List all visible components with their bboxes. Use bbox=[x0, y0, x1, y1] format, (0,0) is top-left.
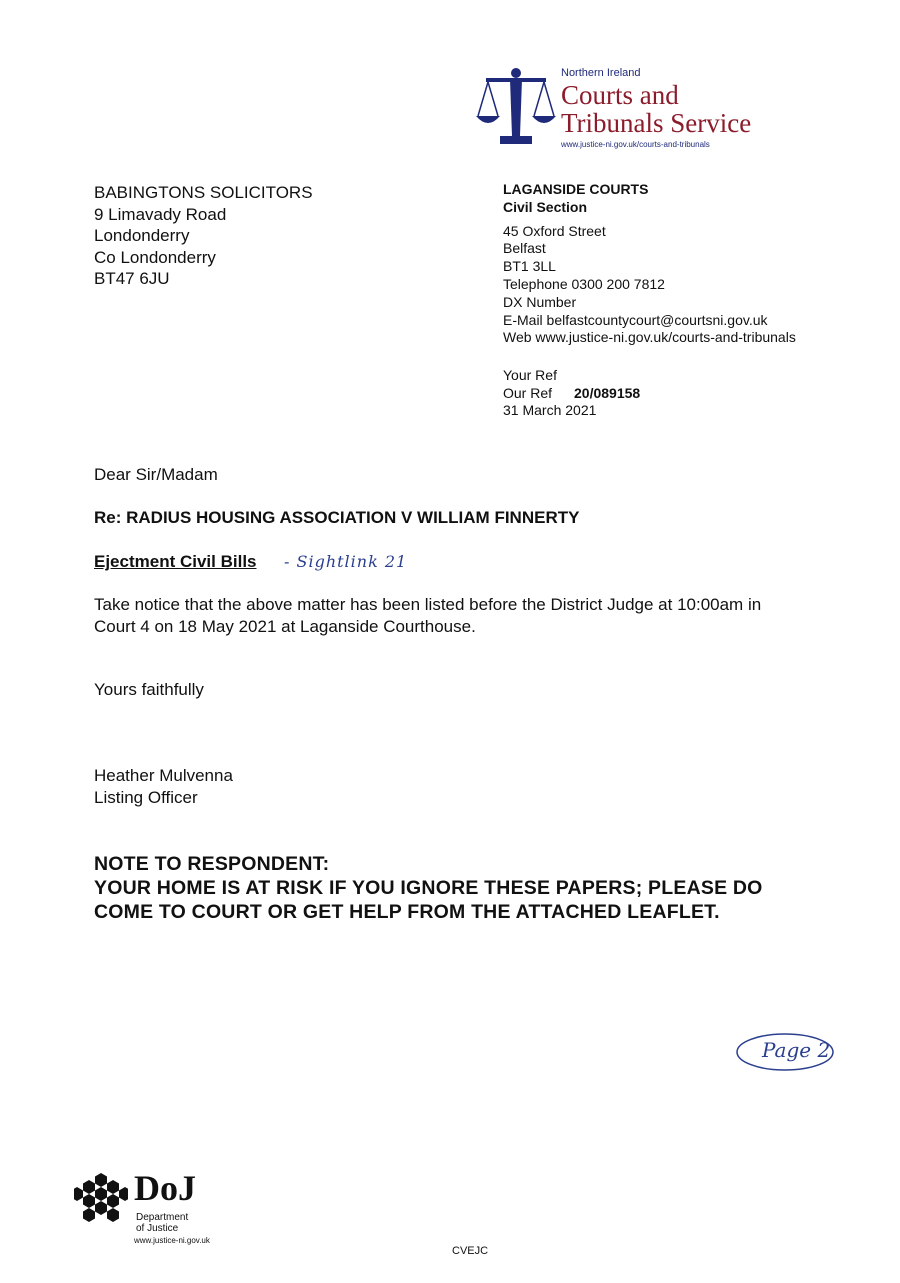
logo-url: www.justice-ni.gov.uk/courts-and-tribunals bbox=[561, 140, 710, 149]
warning-line: COME TO COURT OR GET HELP FROM THE ATTACHED LEAFLET. bbox=[94, 901, 720, 923]
recipient-line: Co Londonderry bbox=[94, 247, 216, 267]
sender-web: Web www.justice-ni.gov.uk/courts-and-tribunals bbox=[503, 329, 796, 346]
notice-line: Court 4 on 18 May 2021 at Laganside Courthouse. bbox=[94, 617, 476, 636]
signature-block bbox=[94, 765, 233, 809]
doj-abbreviation: DoJ bbox=[134, 1168, 196, 1208]
doj-url: www.justice-ni.gov.uk bbox=[134, 1236, 210, 1245]
letter-date: 31 March 2021 bbox=[503, 402, 597, 418]
warning-line: YOUR HOME IS AT RISK IF YOU IGNORE THESE PAPERS; PLEASE DO bbox=[94, 877, 763, 899]
closing: Yours faithfully bbox=[94, 680, 204, 699]
handwritten-note: - Sightlink 21 bbox=[284, 552, 408, 571]
recipient-address bbox=[94, 182, 313, 290]
sender-court: LAGANSIDE COURTS bbox=[503, 181, 649, 197]
sender-email: E-Mail belfastcountycourt@courtsni.gov.uk bbox=[503, 311, 768, 328]
sender-address-line: 45 Oxford Street bbox=[503, 222, 606, 239]
notice-line: Take notice that the above matter has been listed before the District Judge at 10:00am in bbox=[94, 595, 762, 614]
doj-name-line: of Justice bbox=[136, 1223, 179, 1234]
re-line: Re: RADIUS HOUSING ASSOCIATION V WILLIAM FINNERTY bbox=[94, 508, 580, 527]
recipient-line: 9 Limavady Road bbox=[94, 204, 227, 224]
our-ref-row bbox=[503, 385, 640, 403]
sender-telephone: Telephone 0300 200 7812 bbox=[503, 275, 665, 292]
respondent-warning bbox=[94, 852, 763, 924]
logo-region-text: Northern Ireland bbox=[561, 67, 641, 79]
notice-paragraph bbox=[94, 594, 854, 638]
our-ref-value: 20/089158 bbox=[574, 384, 641, 401]
signatory-title: Listing Officer bbox=[94, 788, 198, 807]
sender-block bbox=[503, 181, 796, 347]
recipient-line: BABINGTONS SOLICITORS bbox=[94, 183, 313, 202]
page-annotation: Page 2 bbox=[762, 1038, 831, 1062]
logo-name-line2: Tribunals Service bbox=[561, 108, 752, 138]
hexagon-cluster-icon bbox=[74, 1171, 128, 1225]
our-ref-label: Our Ref bbox=[503, 384, 553, 401]
sender-address-line: BT1 3LL bbox=[503, 258, 556, 275]
salutation: Dear Sir/Madam bbox=[94, 465, 218, 484]
reference-block bbox=[503, 367, 640, 420]
section-heading: Ejectment Civil Bills bbox=[94, 552, 257, 571]
warning-line: NOTE TO RESPONDENT: bbox=[94, 853, 330, 875]
sender-address-line: Belfast bbox=[503, 240, 546, 257]
doj-name-line: Department bbox=[136, 1212, 189, 1223]
your-ref-label: Your Ref bbox=[503, 367, 557, 383]
signatory-name: Heather Mulvenna bbox=[94, 766, 233, 785]
sender-section: Civil Section bbox=[503, 198, 588, 215]
sender-dx: DX Number bbox=[503, 293, 577, 310]
footer-code: CVEJC bbox=[452, 1245, 489, 1257]
doj-name bbox=[136, 1212, 188, 1234]
scales-of-justice-icon bbox=[474, 66, 558, 148]
recipient-line: BT47 6JU bbox=[94, 269, 170, 288]
recipient-line: Londonderry bbox=[94, 226, 190, 245]
logo-name-line1: Courts and bbox=[561, 80, 679, 110]
